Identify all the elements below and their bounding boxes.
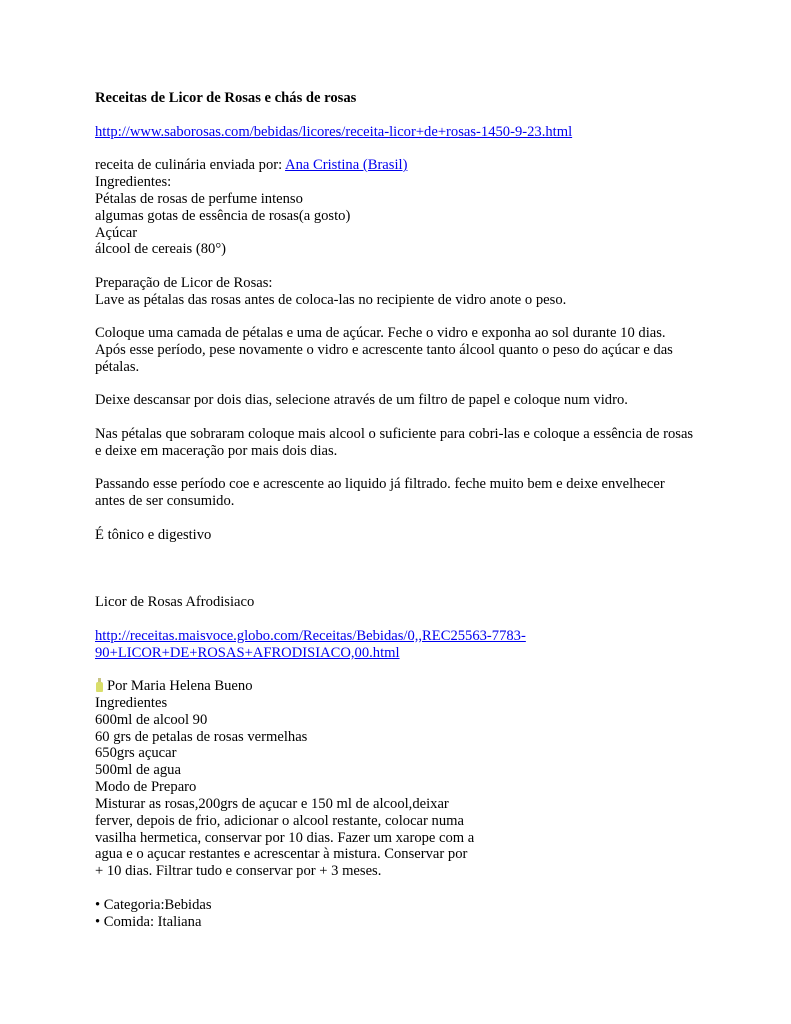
recipe2-source-link-cont[interactable]: 90+LICOR+DE+ROSAS+AFRODISIACO,00.html — [95, 645, 400, 661]
paragraph-line: Deixe descansar por dois dias, selecione através de um filtro de papel e coloque num vidro. — [95, 392, 628, 408]
recipe1-prep-line: Lave as pétalas das rosas antes de coloca-las no recipiente de vidro anote o peso. — [95, 292, 567, 308]
recipe2-ingredients-heading: Ingredientes — [95, 695, 168, 711]
ingredient-item: álcool de cereais (80°) — [95, 241, 227, 257]
author-link[interactable]: Ana Cristina (Brasil) — [285, 157, 408, 173]
method-line: vasilha hermetica, conservar por 10 dias. Fazer um xarope com a — [95, 830, 475, 846]
paragraph-line: pétalas. — [95, 359, 140, 375]
meta-item: • Comida: Italiana — [95, 914, 202, 930]
ingredient-item: 500ml de agua — [95, 762, 181, 778]
recipe2-author — [95, 678, 253, 695]
sent-by-label: receita de culinária enviada por: — [95, 157, 286, 173]
recipe2-title: Licor de Rosas Afrodisiaco — [95, 594, 255, 610]
recipe1-source-link[interactable]: http://www.saborosas.com/bebidas/licores/receita-licor+de+rosas-1450-9-23.html — [95, 124, 573, 140]
ingredient-item: 60 grs de petalas de rosas vermelhas — [95, 729, 308, 745]
paragraph-line: antes de ser consumido. — [95, 493, 235, 509]
recipe1-prep-heading: Preparação de Licor de Rosas: — [95, 275, 273, 291]
paragraph-line: Nas pétalas que sobraram coloque mais alcool o suficiente para cobri-las e coloque a essência de rosas — [95, 426, 694, 442]
paragraph-line: e deixe em maceração por mais dois dias. — [95, 443, 338, 459]
recipe1-ingredients-heading: Ingredientes: — [95, 174, 172, 190]
ingredient-item: Pétalas de rosas de perfume intenso — [95, 191, 303, 207]
paragraph-line: Passando esse período coe e acrescente ao liquido já filtrado. feche muito bem e deixe envelhecer — [95, 476, 665, 492]
method-line: Misturar as rosas,200grs de açucar e 150 ml de alcool,deixar — [95, 796, 449, 812]
recipe2-source-link[interactable]: http://receitas.maisvoce.globo.com/Receitas/Bebidas/0,,REC25563-7783- — [95, 628, 526, 644]
ingredient-item: Açúcar — [95, 225, 138, 241]
meta-item: • Categoria:Bebidas — [95, 897, 212, 913]
recipe2-author-text: Por Maria Helena Bueno — [107, 678, 253, 694]
ingredient-item: 650grs açucar — [95, 745, 177, 761]
recipe2-method-heading: Modo de Preparo — [95, 779, 197, 795]
recipe1-title: Receitas de Licor de Rosas e chás de rosas — [95, 90, 357, 106]
paragraph-line: Após esse período, pese novamente o vidro e acrescente tanto álcool quanto o peso do açúcar e das — [95, 342, 673, 358]
method-line: + 10 dias. Filtrar tudo e conservar por + 3 meses. — [95, 863, 382, 879]
paragraph-line: Coloque uma camada de pétalas e uma de açúcar. Feche o vidro e exponha ao sol durante 10 dias. — [95, 325, 666, 341]
recipe1-sent-by — [95, 157, 407, 174]
ingredient-item: algumas gotas de essência de rosas(a gosto) — [95, 208, 351, 224]
recipe1-closing: É tônico e digestivo — [95, 527, 212, 543]
bottle-icon — [95, 678, 104, 692]
method-line: agua e o açucar restantes e acrescentar à mistura. Conservar por — [95, 846, 468, 862]
method-line: ferver, depois de frio, adicionar o alcool restante, colocar numa — [95, 813, 464, 829]
ingredient-item: 600ml de alcool 90 — [95, 712, 208, 728]
